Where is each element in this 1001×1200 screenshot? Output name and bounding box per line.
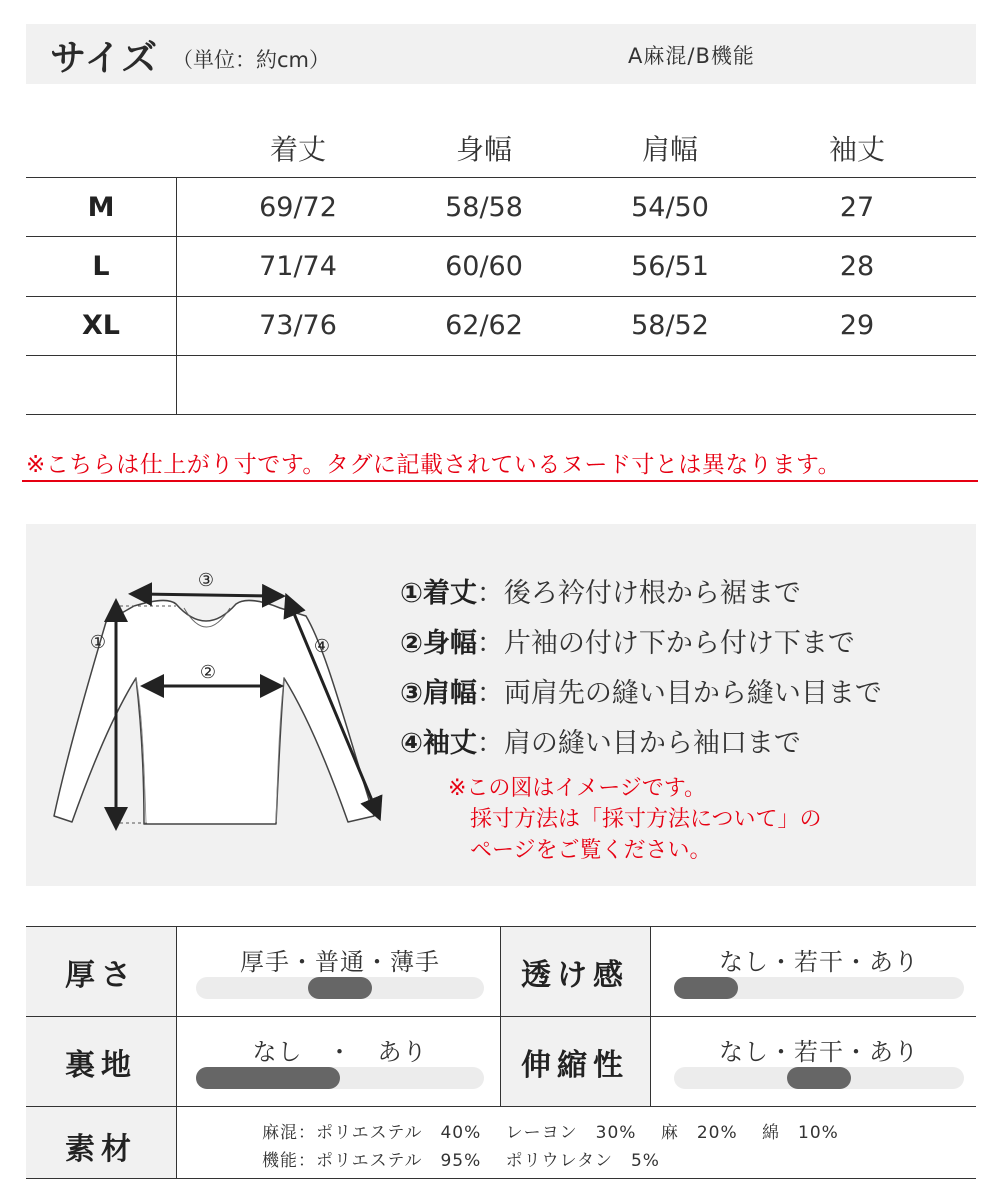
table-rule [26,177,976,178]
stretch-options: なし・若干・あり [719,1038,919,1066]
size-header-bar [26,24,976,84]
table-rule [26,296,976,297]
row-label-m: M [87,192,115,223]
marker-sleeve: ④ [313,636,331,657]
stretch-label: 伸縮性 [521,1048,629,1083]
table-rule [26,236,976,237]
shirt-diagram-icon [44,560,390,844]
measurement-item-length [400,571,801,610]
measurement-desc: ：片袖の付け下から付け下まで [476,628,855,659]
measurement-label: ③肩幅 [400,678,477,709]
table-cell: 27 [839,192,875,223]
lining-indicator [196,1067,340,1089]
row-label-xl: XL [81,310,121,341]
lining-options: なし ・ あり [252,1038,428,1066]
table-divider [176,178,177,415]
measurement-item-sleeve [400,721,801,760]
unit-label: （単位：約cm） [172,48,331,72]
material-line-b: 機能：ポリエステル 95% ポリウレタン 5% [262,1151,660,1171]
diagram-note-line: 採寸方法は「採寸方法について」の [448,807,822,832]
column-header-shoulder: 肩幅 [641,133,698,166]
thickness-options: 厚手・普通・薄手 [240,948,440,976]
table-divider [176,926,177,1178]
diagram-note [448,773,822,866]
table-cell: 69/72 [259,192,337,223]
thickness-scale [196,977,484,999]
table-cell: 73/76 [259,310,337,341]
table-cell: 58/58 [445,192,523,223]
measurement-label: ②身幅 [400,628,477,659]
measurement-desc: ：肩の縫い目から袖口まで [476,728,801,759]
finished-size-notice: ※こちらは仕上がり寸です。タグに記載されているヌード寸とは異なります。 [26,452,842,478]
transparency-label: 透け感 [521,958,629,993]
table-cell: 28 [839,251,875,282]
thickness-label: 厚さ [65,958,137,993]
column-header-width: 身幅 [455,133,512,166]
diagram-note-line: ※この図はイメージです。 [448,776,707,801]
table-rule [26,1106,976,1107]
table-cell: 60/60 [445,251,523,282]
table-cell: 56/51 [631,251,709,282]
measurement-desc: ：後ろ衿付け根から裾まで [476,578,801,609]
stretch-indicator [787,1067,851,1089]
table-cell: 54/50 [631,192,709,223]
table-divider [650,926,651,1106]
diagram-note-line: ページをご覧ください。 [448,838,712,863]
measurement-item-width [400,621,855,660]
transparency-options: なし・若干・あり [719,948,919,976]
row-label-l: L [92,251,110,282]
measurement-label: ④袖丈 [400,728,477,759]
column-header-length: 着丈 [269,133,326,166]
lining-label: 裏地 [65,1048,137,1083]
measurement-label: ①着丈 [400,578,477,609]
lining-scale [196,1067,484,1089]
column-header-sleeve: 袖丈 [828,133,885,166]
marker-length: ① [89,632,107,653]
variant-note: A麻混/B機能 [628,44,755,68]
transparency-indicator [674,977,738,999]
table-cell: 71/74 [259,251,337,282]
table-rule [26,926,976,927]
material-label: 素材 [65,1132,137,1167]
table-rule [26,355,976,356]
table-cell: 58/52 [631,310,709,341]
table-cell: 62/62 [445,310,523,341]
stretch-scale [674,1067,964,1089]
marker-width: ② [199,662,217,683]
thickness-indicator [308,977,372,999]
table-rule [26,1016,976,1017]
notice-underline [22,480,978,482]
table-rule [26,414,976,415]
table-rule [26,1178,976,1179]
material-line-a: 麻混：ポリエステル 40% レーヨン 30% 麻 20% 綿 10% [262,1123,839,1143]
marker-shoulder: ③ [197,570,215,591]
measurement-desc: ：両肩先の縫い目から縫い目まで [476,678,882,709]
transparency-scale [674,977,964,999]
measurement-item-shoulder [400,671,882,710]
page-title: サイズ [50,38,159,79]
table-cell: 29 [839,310,875,341]
